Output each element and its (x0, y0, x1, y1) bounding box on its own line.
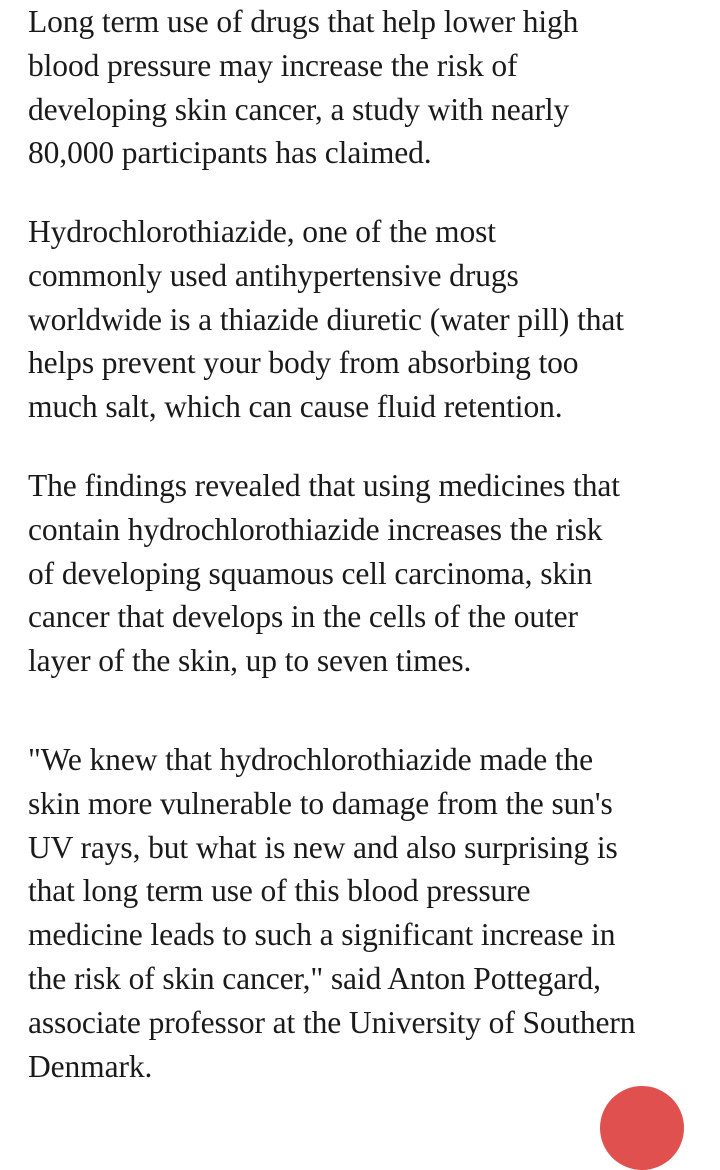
text-line: helps prevent your body from absorbing too (28, 345, 579, 381)
text-line: that long term use of this blood pressure (28, 873, 531, 909)
text-line: The findings revealed that using medicines that (28, 468, 620, 503)
text-line: developing skin cancer, a study with nearly (28, 91, 570, 127)
paragraph-quote (28, 738, 635, 1088)
paragraph-intro (28, 0, 578, 175)
text-line: UV rays, but what is new and also surprising is (28, 829, 618, 865)
text-line: 80,000 participants has claimed. (28, 135, 432, 171)
text-line: cancer that develops in the cells of the outer (28, 599, 578, 635)
floating-action-button[interactable] (600, 1086, 684, 1170)
text-line: worldwide is a thiazide diuretic (water pill) that (28, 301, 624, 337)
text-line: Denmark. (28, 1048, 153, 1084)
text-line: much salt, which can cause fluid retention. (28, 389, 563, 425)
text-line: Hydrochlorothiazide, one of the most (28, 214, 496, 249)
text-line: blood pressure may increase the risk of (28, 47, 518, 83)
text-line: contain hydrochlorothiazide increases the risk (28, 511, 603, 547)
text-line: layer of the skin, up to seven times. (28, 643, 472, 679)
text-line: Long term use of drugs that help lower high (28, 4, 579, 39)
paragraph-drug-description (28, 210, 624, 429)
text-line: associate professor at the University of Southern (28, 1004, 636, 1040)
text-line: medicine leads to such a significant increase in (28, 917, 616, 953)
text-line: "We knew that hydrochlorothiazide made the (28, 742, 594, 777)
text-line: skin more vulnerable to damage from the sun's (28, 785, 613, 821)
text-line: commonly used antihypertensive drugs (28, 257, 519, 293)
text-line: of developing squamous cell carcinoma, skin (28, 555, 593, 591)
paragraph-findings (28, 464, 620, 683)
text-line: the risk of skin cancer," said Anton Pottegard, (28, 960, 601, 996)
